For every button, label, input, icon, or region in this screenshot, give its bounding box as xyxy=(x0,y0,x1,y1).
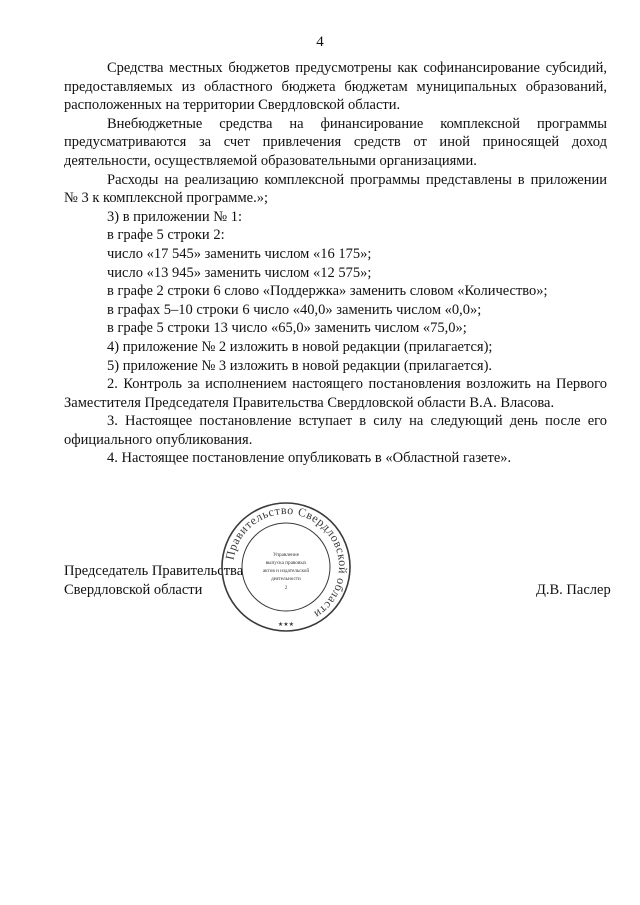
signatory-name: Д.В. Паслер xyxy=(536,582,611,598)
list-item: 5) приложение № 3 изложить в новой редакции (прилагается). xyxy=(107,357,493,374)
paragraph-publish: 4. Настоящее постановление опубликовать в «Областной газете». xyxy=(107,450,512,467)
stamp-center-line: 2 xyxy=(284,585,288,591)
stamp-center-line: выпуска правовых xyxy=(265,560,307,566)
paragraph-effect: 3. Настоящее постановление вступает в силу на следующий день после его официального опубликования. xyxy=(64,413,607,448)
signatory-position-line2: Свердловской области xyxy=(64,581,203,598)
list-item: в графе 5 строки 13 число «65,0» заменить числом «75,0»; xyxy=(107,320,467,337)
official-seal-stamp xyxy=(219,500,353,634)
paragraph-extra-budget: Внебюджетные средства на финансирование комплексной программы предусматриваются за счет привлечения средств от иной приносящей доход деятельности, осуществляемой образовательными организациями. xyxy=(64,115,607,169)
signatory-position xyxy=(64,562,243,599)
list-item: в графе 5 строки 2: xyxy=(107,227,225,244)
stamp-star-mark: ★★★ xyxy=(277,622,295,628)
list-item: в графе 2 строки 6 слово «Поддержка» заменить словом «Количество»; xyxy=(107,283,548,300)
paragraph-expenses: Расходы на реализацию комплексной программы представлены в приложении № 3 к комплексной программе.»; xyxy=(64,171,607,207)
page-number: 4 xyxy=(316,34,324,50)
document-body xyxy=(64,59,607,468)
stamp-ring-text: Правительство Свердловской области xyxy=(222,502,351,622)
paragraph-control: 2. Контроль за исполнением настоящего постановления возложить на Первого Заместителя Председателя Правительства Свердловской области В.А. Власова. xyxy=(64,376,607,411)
paragraph-local-budgets: Средства местных бюджетов предусмотрены как софинансирование субсидий, предоставляемых из областного бюджета бюджетам муниципальных образований, расположенных на территории Свердловской области. xyxy=(64,60,607,114)
signatory-position-line1: Председатель Правительства xyxy=(64,563,244,579)
list-item: число «13 945» заменить числом «12 575»; xyxy=(107,264,372,281)
list-item: в графах 5–10 строки 6 число «40,0» заменить числом «0,0»; xyxy=(107,301,482,318)
list-item: 3) в приложении № 1: xyxy=(107,208,242,225)
stamp-center-line: Управление xyxy=(272,552,300,558)
list-item: 4) приложение № 2 изложить в новой редакции (прилагается); xyxy=(107,338,493,355)
stamp-center-line: деятельности xyxy=(271,576,301,582)
list-item: число «17 545» заменить числом «16 175»; xyxy=(107,245,372,262)
stamp-center-line: актов и издательской xyxy=(262,568,310,574)
